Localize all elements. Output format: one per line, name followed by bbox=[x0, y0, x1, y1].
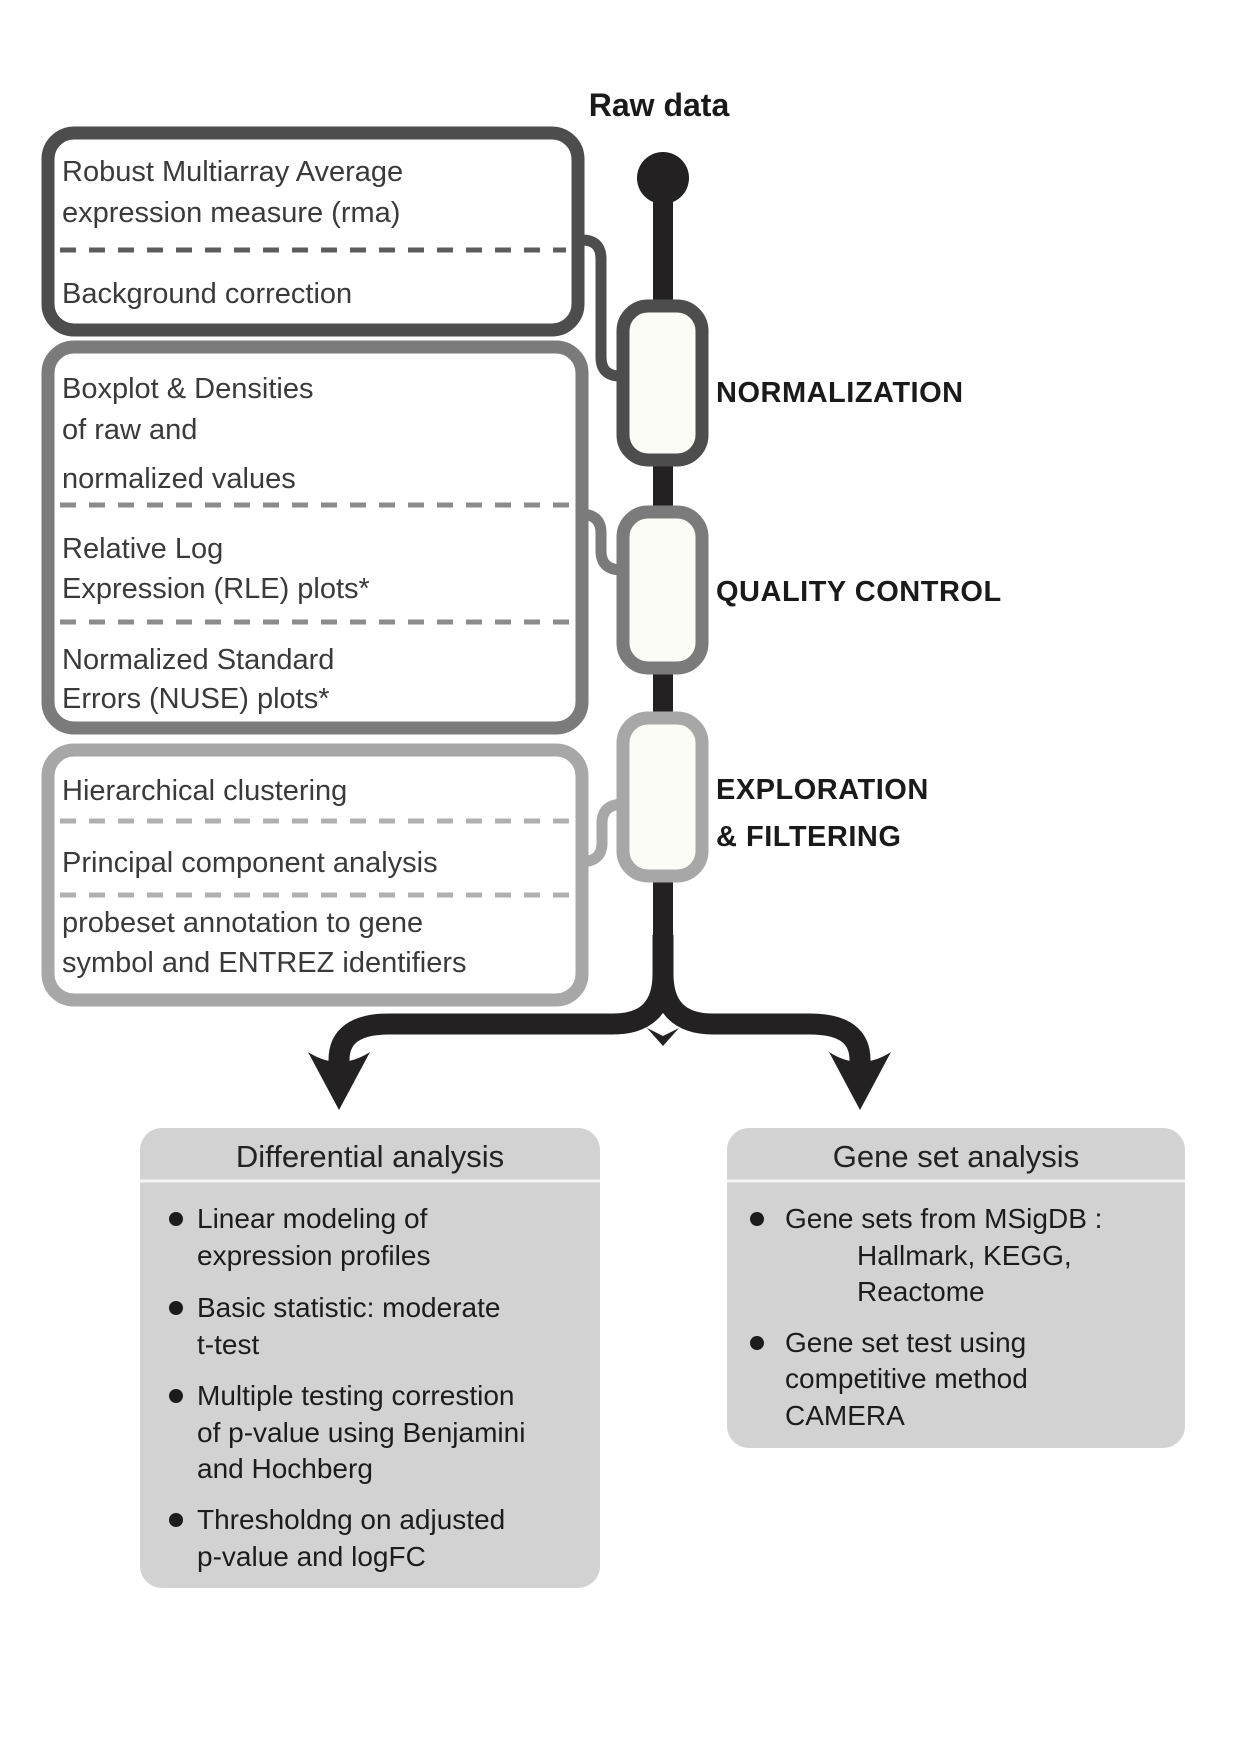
quality-control-box-line: Errors (NUSE) plots* bbox=[62, 683, 330, 715]
bullet-icon bbox=[750, 1336, 764, 1350]
gene-set-bullet-line: Hallmark, KEGG, bbox=[857, 1240, 1072, 1271]
quality-control-node bbox=[623, 512, 702, 668]
quality-control-box-line: Normalized Standard bbox=[62, 644, 335, 676]
exploration-node bbox=[623, 718, 702, 876]
gene-set-bullet-line: Gene sets from MSigDB : bbox=[785, 1203, 1103, 1234]
quality-control-box-line: Boxplot & Densities bbox=[62, 373, 314, 405]
differential-bullet-line: and Hochberg bbox=[197, 1453, 373, 1484]
differential-bullet-line: of p-value using Benjamini bbox=[197, 1417, 526, 1448]
bullet-icon bbox=[169, 1301, 183, 1315]
gene-set-analysis-title: Gene set analysis bbox=[832, 1139, 1080, 1174]
gene-set-bullet-line: competitive method bbox=[785, 1363, 1028, 1394]
gene-set-bullet-line: Reactome bbox=[857, 1276, 985, 1307]
bullet-icon bbox=[750, 1212, 764, 1226]
normalization-box-line: expression measure (rma) bbox=[62, 197, 401, 229]
bullet-icon bbox=[169, 1389, 183, 1403]
quality-control-box-line: Relative Log bbox=[62, 533, 224, 565]
differential-analysis-title: Differential analysis bbox=[235, 1139, 505, 1174]
differential-bullet-line: Basic statistic: moderate bbox=[197, 1292, 501, 1323]
normalization-box-line: Robust Multiarray Average bbox=[62, 156, 404, 188]
gene-set-bullet-line: Gene set test using bbox=[785, 1327, 1027, 1358]
branch-right-line bbox=[663, 935, 860, 1066]
differential-bullet-line: expression profiles bbox=[197, 1240, 431, 1271]
stage-label-quality-control: QUALITY CONTROL bbox=[716, 576, 1002, 608]
differential-bullet-line: t-test bbox=[197, 1329, 260, 1360]
gene-set-bullet-line: CAMERA bbox=[785, 1400, 905, 1431]
exploration-box-line: probeset annotation to gene bbox=[62, 907, 424, 939]
branch-cusp bbox=[647, 1028, 679, 1046]
bullet-icon bbox=[169, 1212, 183, 1226]
quality-control-box-line: Expression (RLE) plots* bbox=[62, 573, 370, 605]
normalization-node bbox=[623, 306, 702, 460]
quality-control-box-line: of raw and bbox=[62, 414, 198, 446]
differential-bullet-line: Thresholdng on adjusted bbox=[197, 1504, 506, 1535]
differential-bullet-line: Multiple testing correstion bbox=[197, 1380, 515, 1411]
raw-data-title: Raw data bbox=[588, 87, 730, 123]
stage-label-exploration-line2: & FILTERING bbox=[716, 821, 902, 853]
quality-control-box-line: normalized values bbox=[62, 463, 296, 495]
stage-label-exploration-line1: EXPLORATION bbox=[716, 774, 929, 806]
exploration-box-line: symbol and ENTREZ identifiers bbox=[62, 947, 467, 979]
stage-label-normalization: NORMALIZATION bbox=[716, 377, 964, 409]
exploration-box-line: Hierarchical clustering bbox=[62, 775, 348, 807]
exploration-box-line: Principal component analysis bbox=[62, 847, 438, 879]
bullet-icon bbox=[169, 1513, 183, 1527]
differential-bullet-line: p-value and logFC bbox=[197, 1541, 426, 1572]
differential-bullet-line: Linear modeling of bbox=[197, 1203, 428, 1234]
normalization-box-line: Background correction bbox=[62, 278, 353, 310]
